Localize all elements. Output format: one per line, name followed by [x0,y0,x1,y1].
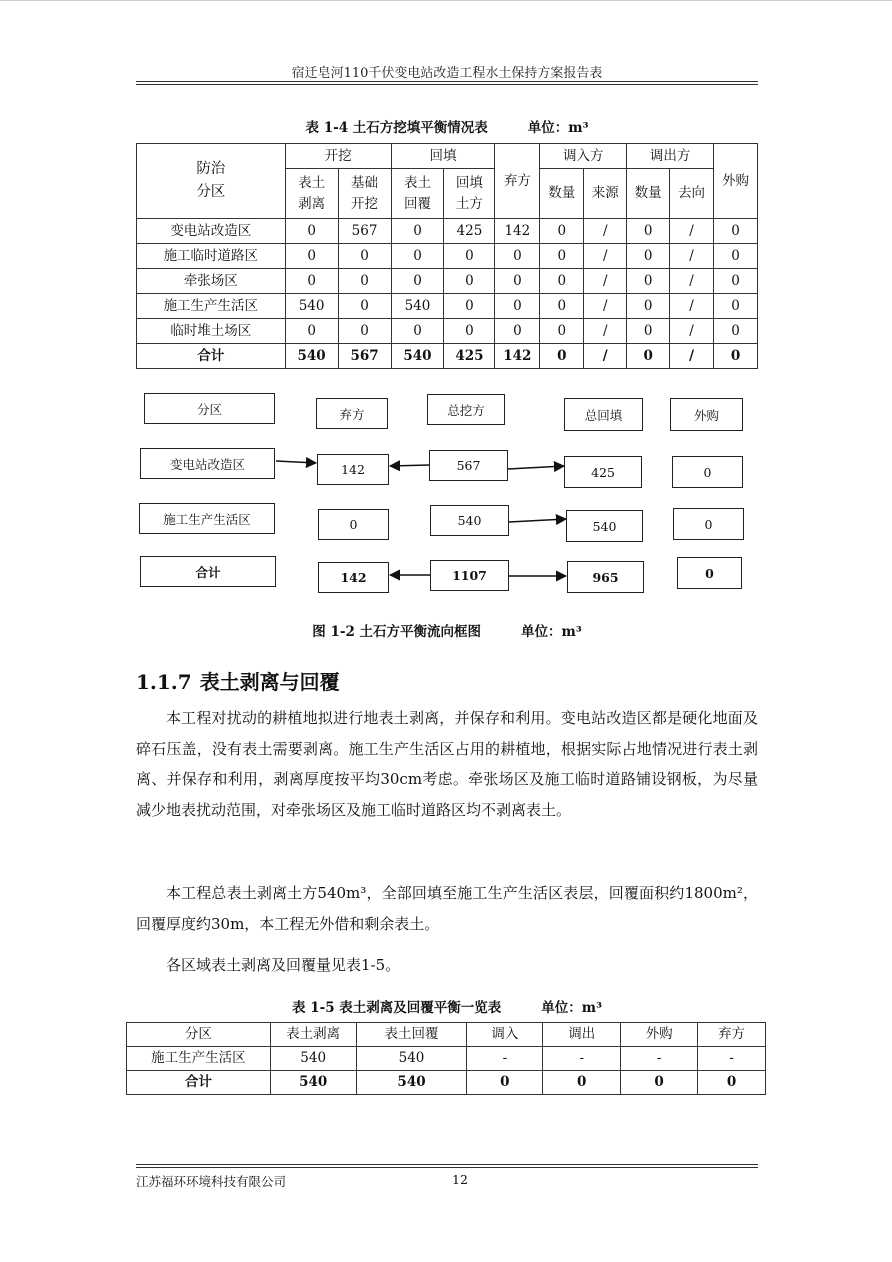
table-cell: - [621,1047,698,1071]
flow-dig-construction: 540 [430,505,509,536]
table-cell: - [467,1047,543,1071]
table-cell: 0 [627,219,670,244]
table-cell: 0 [285,219,338,244]
table-cell: 567 [338,344,391,369]
table-cell: 0 [391,219,444,244]
table-cell: 0 [627,269,670,294]
header-purchase: 外购 [714,144,758,219]
flow-head-fill: 总回填 [564,398,643,431]
table-cell: 0 [714,294,758,319]
table-cell: 合计 [127,1071,271,1095]
table-cell: 0 [621,1071,698,1095]
table-cell: 外购 [621,1023,698,1047]
table-cell: 0 [495,244,540,269]
header-zone-line2: 分区 [196,184,226,200]
table-cell: / [670,344,714,369]
flow-head-zone: 分区 [144,393,275,424]
table-1-4-title: 表 1-4 土石方挖填平衡情况表 [305,120,488,136]
table-cell: 施工生产生活区 [127,1047,271,1071]
table-cell: 0 [285,269,338,294]
header-out-quantity: 数量 [627,169,670,219]
table-cell: 142 [495,344,540,369]
table-cell: / [584,344,627,369]
row-zone-cell: 施工生产生活区 [137,294,286,319]
flow-dig-total: 1107 [430,560,509,591]
flow-purchase-total: 0 [677,557,742,589]
flow-zone-construction: 施工生产生活区 [139,503,275,534]
table-cell: / [670,319,714,344]
header-foundation-dig-l2: 开挖 [351,195,379,212]
paragraph-2: 本工程总表土剥离土方540m³，全部回填至施工生产生活区表层，回覆面积约1800m²，回覆厚度约30m，本工程无外借和剩余表土。 [136,884,758,933]
table-cell: 425 [444,219,495,244]
flow-fill-construction: 540 [566,510,643,542]
document-header-title: 宿迁皂河110千伏变电站改造工程水土保持方案报告表 [291,66,603,81]
table-1-5-unit: 单位：m³ [541,1000,602,1016]
header-backfill-earth-l1: 回填 [455,175,483,192]
header-topsoil-cover-l1: 表土 [403,175,431,192]
table-cell: 0 [495,269,540,294]
table-cell: / [584,319,627,344]
header-in-quantity: 数量 [540,169,584,219]
table-cell: 0 [714,319,758,344]
table-cell: 0 [338,244,391,269]
table-cell: 分区 [127,1023,271,1047]
table-cell: 0 [338,319,391,344]
table-cell: 0 [714,269,758,294]
table-cell: 0 [698,1071,766,1095]
header-waste: 弃方 [495,144,540,219]
table-cell: 0 [627,294,670,319]
page-number: 12 [452,1172,468,1187]
table-cell: 0 [391,319,444,344]
header-topsoil-strip-l2: 剥离 [298,195,326,212]
table-cell: 0 [391,244,444,269]
table-cell: 0 [467,1071,543,1095]
table-cell: 0 [444,244,495,269]
table-cell: 0 [285,319,338,344]
table-cell: 0 [540,294,584,319]
header-backfill-earth-l2: 土方 [455,195,483,212]
table-cell: 0 [338,269,391,294]
topsoil-balance-table [126,1022,766,1095]
section-number: 1.1.7 [136,670,192,694]
figure-1-2-title: 图 1-2 土石方平衡流向框图 [312,624,482,640]
header-topsoil-strip-l1: 表土 [298,175,326,192]
header-transfer-in: 调入方 [540,144,627,169]
table-cell: 0 [391,269,444,294]
flow-waste-substation: 142 [317,454,389,485]
table-cell: 表土回覆 [356,1023,467,1047]
table-cell: 0 [444,294,495,319]
table-cell: 0 [714,344,758,369]
table-cell: 0 [627,244,670,269]
table-cell: / [584,219,627,244]
table-cell: / [584,269,627,294]
section-heading [136,666,340,695]
table-cell: 425 [444,344,495,369]
table-cell: 540 [270,1071,356,1095]
flow-waste-construction: 0 [318,509,389,540]
arrow-dig-to-fill-1 [508,466,564,469]
header-backfill: 回填 [391,144,495,169]
flow-head-purchase: 外购 [670,398,743,431]
table-cell: / [584,244,627,269]
header-in-source: 来源 [584,169,627,219]
table-cell: 567 [338,219,391,244]
header-topsoil-cover-l2: 回覆 [403,195,431,212]
table-row [127,1047,766,1071]
table-cell: / [670,294,714,319]
row-zone-cell: 变电站改造区 [137,219,286,244]
table-total-row [127,1071,766,1095]
table-cell: - [543,1047,621,1071]
table-cell: 0 [495,319,540,344]
flow-head-waste: 弃方 [316,398,388,429]
header-out-destination: 去向 [670,169,714,219]
table-cell: 142 [495,219,540,244]
table-cell: 0 [627,344,670,369]
table-cell: / [584,294,627,319]
table-cell: / [670,219,714,244]
flow-fill-substation: 425 [564,456,642,488]
table-cell: 弃方 [698,1023,766,1047]
table-cell: 0 [540,219,584,244]
flow-fill-total: 965 [567,561,644,593]
table-cell: 0 [540,269,584,294]
table-1-5-title: 表 1-5 表土剥离及回覆平衡一览表 [292,1000,502,1016]
figure-1-2-caption [136,620,758,640]
header-zone-line1: 防治 [196,160,226,177]
flow-zone-total: 合计 [140,556,276,587]
row-zone-cell: 合计 [137,344,286,369]
table-cell: 0 [444,269,495,294]
table-cell: 调入 [467,1023,543,1047]
flow-zone-substation: 变电站改造区 [140,448,275,479]
table-cell: 0 [627,319,670,344]
table-cell: / [670,269,714,294]
row-zone-cell: 临时堆土场区 [137,319,286,344]
row-zone-cell: 牵张场区 [137,269,286,294]
flow-head-dig: 总挖方 [427,394,505,425]
table-cell: 0 [540,344,584,369]
table-cell: 0 [495,294,540,319]
table-cell: 0 [714,219,758,244]
paragraph-1: 本工程对扰动的耕植地拟进行地表土剥离，并保存和利用。变电站改造区都是硬化地面及碎石压盖，没有表土需要剥离。施工生产生活区占用的耕植地，根据实际占地情况进行表土剥离、并保存和利用，剥离厚度按平均30cm考虑。牵张场区及施工临时道路铺设钢板，为尽量减少地表扰动范围，对牵张场区及施工临时道路区均不剥离表土。 [136,709,758,819]
table-cell: 0 [540,319,584,344]
table-1-5-caption [136,996,758,1016]
footer-rule [136,1164,758,1165]
table-cell: 540 [285,344,338,369]
table-cell: 0 [444,319,495,344]
flow-dig-substation: 567 [429,450,508,481]
table-cell: 540 [356,1047,467,1071]
flow-purchase-construction: 0 [673,508,744,540]
row-zone-cell: 施工临时道路区 [137,244,286,269]
table-cell: 540 [391,344,444,369]
table-cell: 540 [270,1047,356,1071]
header-transfer-out: 调出方 [627,144,714,169]
table-cell: 0 [540,244,584,269]
table-1-4-unit: 单位：m³ [527,120,589,136]
table-cell: 540 [356,1071,467,1095]
table-cell: - [698,1047,766,1071]
table-cell: 540 [285,294,338,319]
footer-rule-2 [136,1167,758,1168]
table-cell: 表土剥离 [270,1023,356,1047]
header-foundation-dig-l1: 基础 [351,175,379,192]
table-cell: 0 [285,244,338,269]
table-cell: 0 [543,1071,621,1095]
paragraph-3: 各区域表土剥离及回覆量见表1-5。 [166,956,401,974]
header-excavation: 开挖 [285,144,391,169]
flow-purchase-substation: 0 [672,456,743,488]
figure-1-2-unit: 单位：m³ [521,624,582,640]
table-cell: 调出 [543,1023,621,1047]
section-title: 表土剥离与回覆 [199,670,340,694]
flow-waste-total: 142 [318,562,389,593]
table-cell: 0 [338,294,391,319]
table-cell: 540 [391,294,444,319]
table-header-row [127,1023,766,1047]
arrow-dig-to-fill-2 [509,519,566,522]
footer-company: 江苏福环环境科技有限公司 [136,1174,287,1189]
table-cell: 0 [714,244,758,269]
arrow-zone-to-waste [276,461,316,463]
table-cell: / [670,244,714,269]
arrow-dig-to-waste-1 [390,465,429,466]
